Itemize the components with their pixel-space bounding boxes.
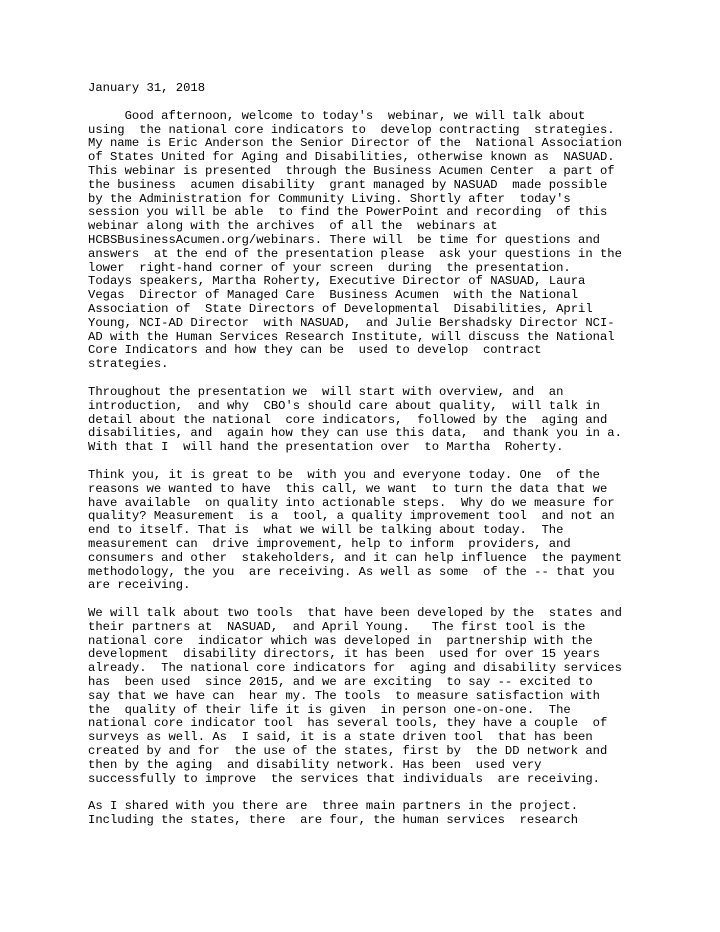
- document-page: [88, 82, 688, 842]
- transcript-line: Think you, it is great to be with you and everyone today. One of the: [88, 467, 600, 482]
- transcript-line: We will talk about two tools that have been developed by the states and: [88, 606, 622, 621]
- transcript-line: their partners at NASUAD, and April Young. The first tool is the: [88, 619, 586, 634]
- transcript-line: Vegas Director of Managed Care Business Acumen with the National: [88, 288, 579, 303]
- transcript-line: strategies.: [88, 357, 169, 372]
- transcript-line: My name is Eric Anderson the Senior Director of the National Association: [88, 136, 622, 151]
- transcript-line: Todays speakers, Martha Roherty, Executive Director of NASUAD, Laura: [88, 274, 586, 289]
- transcript-line: the quality of their life it is given in person one-on-one. The: [88, 702, 571, 717]
- transcript-line: Including the states, there are four, the human services research: [88, 813, 579, 828]
- transcript-line: the business acumen disability grant managed by NASUAD made possible: [88, 177, 608, 192]
- transcript-line: are receiving.: [88, 578, 191, 593]
- transcript-line: introduction, and why CBO's should care about quality, will talk in: [88, 398, 600, 413]
- transcript-line: lower right-hand corner of your screen during the presentation.: [88, 260, 571, 275]
- transcript-line: say that we have can hear my. The tools to measure satisfaction with: [88, 688, 600, 703]
- transcript-line: HCBSBusinessAcumen.org/webinars. There will be time for questions and: [88, 232, 600, 247]
- transcript-paragraph: [88, 110, 688, 372]
- transcript-line: With that I will hand the presentation over to Martha Roherty.: [88, 440, 564, 455]
- transcript-line: of States United for Aging and Disabilities, otherwise known as NASUAD.: [88, 150, 615, 165]
- transcript-line: national core indicator tool has several tools, they have a couple of: [88, 716, 608, 731]
- document-date: January 31, 2018: [88, 81, 206, 95]
- transcript-line: already. The national core indicators for aging and disability services: [88, 661, 622, 676]
- transcript-line: webinar along with the archives of all the webinars at: [88, 219, 498, 234]
- transcript-line: answers at the end of the presentation please ask your questions in the: [88, 246, 622, 261]
- transcript-line: end to itself. That is what we will be talking about today. The: [88, 523, 564, 538]
- transcript-paragraph: [88, 386, 688, 455]
- transcript-line: This webinar is presented through the Business Acumen Center a part of: [88, 163, 615, 178]
- transcript-line: quality? Measurement is a tool, a quality improvement tool and not an: [88, 509, 615, 524]
- transcript-paragraph: [88, 800, 688, 828]
- transcript-line: by the Administration for Community Living. Shortly after today's: [88, 191, 571, 206]
- transcript-line: measurement can drive improvement, help to inform providers, and: [88, 536, 571, 551]
- transcript-line: has been used since 2015, and we are exciting to say -- excited to: [88, 675, 593, 690]
- transcript-paragraph: [88, 607, 688, 786]
- transcript-line: development disability directors, it has been used for over 15 years: [88, 647, 600, 662]
- transcript-line: surveys as well. As I said, it is a state driven tool that has been: [88, 730, 593, 745]
- transcript-line: Association of State Directors of Developmental Disabilities, April: [88, 301, 593, 316]
- transcript-line: successfully to improve the services that individuals are receiving.: [88, 771, 600, 786]
- transcript-line: detail about the national core indicators, followed by the aging and: [88, 412, 608, 427]
- transcript-paragraph: [88, 469, 688, 593]
- transcript-line: Throughout the presentation we will start with overview, and an: [88, 384, 564, 399]
- transcript-line: Core Indicators and how they can be used to develop contract: [88, 343, 542, 358]
- transcript-line: reasons we wanted to have this call, we want to turn the data that we: [88, 481, 608, 496]
- transcript-line: have available on quality into actionable steps. Why do we measure for: [88, 495, 615, 510]
- transcript-line: created by and for the use of the states, first by the DD network and: [88, 744, 608, 759]
- transcript-line: As I shared with you there are three main partners in the project.: [88, 799, 579, 814]
- transcript-line: then by the aging and disability network. Has been used very: [88, 757, 542, 772]
- document-body: [88, 110, 688, 828]
- transcript-line: Young, NCI-AD Director with NASUAD, and Julie Bershadsky Director NCI-: [88, 315, 615, 330]
- transcript-line: methodology, the you are receiving. As well as some of the -- that you: [88, 564, 615, 579]
- transcript-line: national core indicator which was developed in partnership with the: [88, 633, 593, 648]
- transcript-line: AD with the Human Services Research Institute, will discuss the National: [88, 329, 615, 344]
- transcript-line: consumers and other stakeholders, and it can help influence the payment: [88, 550, 622, 565]
- transcript-line: using the national core indicators to develop contracting strategies.: [88, 122, 615, 137]
- transcript-line: Good afternoon, welcome to today's webinar, we will talk about: [88, 108, 586, 123]
- transcript-line: session you will be able to find the PowerPoint and recording of this: [88, 205, 608, 220]
- transcript-line: disabilities, and again how they can use this data, and thank you in a.: [88, 426, 622, 441]
